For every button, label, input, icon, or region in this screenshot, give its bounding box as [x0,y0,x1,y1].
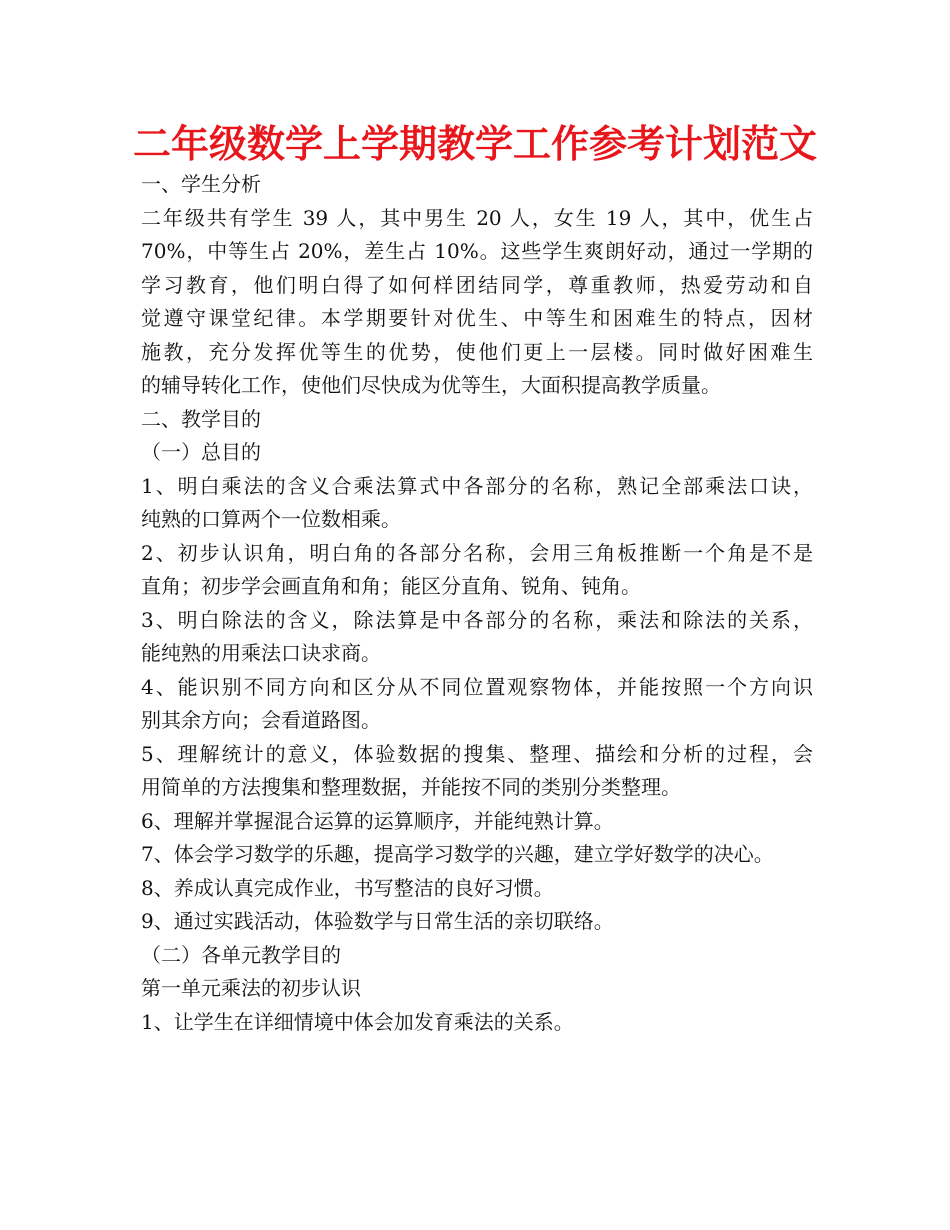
subsection-heading-overall-goals: （一）总目的 [141,440,261,464]
goal-item-2 [141,537,813,604]
section-heading-teaching-goals: 二、教学目的 [141,406,261,431]
subsection-heading-unit-goals: （二）各单元教学目的 [141,942,341,967]
unit-heading-multiplication: 第一单元乘法的初步认识 [141,976,361,1000]
goal-item-1 [141,470,813,537]
student-analysis-paragraph [141,202,813,403]
paragraph-line: 1、明白乘法的含义合乘法算式中各部分的名称，熟记全部乘法口诀， [141,473,813,498]
paragraph-line: 觉遵守课堂纪律。本学期要针对优生、中等生和困难生的特点，因材 [141,306,813,330]
unit-item-1: 1、让学生在详细情境中体会加发育乘法的关系。 [141,1009,574,1034]
paragraph-line: 直角；初步学会画直角和角；能区分直角、锐角、钝角。 [141,574,641,598]
paragraph-line: 4、能识别不同方向和区分从不同位置观察物体，并能按照一个方向识 [141,674,813,699]
paragraph-line: 3、明白除法的含义，除法算是中各部分的名称，乘法和除法的关系， [141,607,813,632]
goal-item-7: 7、体会学习数学的乐趣，提高学习数学的兴趣，建立学好数学的决心。 [141,842,774,866]
paragraph-line: 学习教育，他们明白得了如何样团结同学，尊重教师，热爱劳动和自 [141,272,813,297]
goal-item-9: 9、通过实践活动，体验数学与日常生活的亲切联络。 [141,909,614,933]
goal-item-6: 6、理解并掌握混合运算的运算顺序，并能纯熟计算。 [141,808,614,833]
paragraph-line: 二年级共有学生 39 人，其中男生 20 人，女生 19 人，其中，优生占 [141,205,813,230]
section-heading-student-analysis: 一、学生分析 [141,172,261,196]
document-title: 二年级数学上学期教学工作参考计划范文 [132,122,817,166]
goal-item-8: 8、养成认真完成作业，书写整洁的良好习惯。 [141,875,554,900]
paragraph-line: 能纯熟的用乘法口诀求商。 [141,641,381,665]
paragraph-line: 的辅导转化工作，使他们尽快成为优等生，大面积提高教学质量。 [141,373,721,397]
paragraph-line: 别其余方向；会看道路图。 [141,708,381,732]
paragraph-line: 用简单的方法搜集和整理数据，并能按不同的类别分类整理。 [141,775,681,799]
paragraph-line: 施教，充分发挥优等生的优势，使他们更上一层楼。同时做好困难生 [141,339,813,364]
paragraph-line: 纯熟的口算两个一位数相乘。 [141,507,401,531]
document-body [141,168,813,1039]
paragraph-line: 2、初步认识角，明白角的各部分名称，会用三角板推断一个角是不是 [141,540,813,565]
paragraph-line: 70%，中等生占 20%，差生占 10%。这些学生爽朗好动，通过一学期的 [141,239,813,263]
goal-item-5 [141,738,813,805]
paragraph-line: 5、理解统计的意义，体验数据的搜集、整理、描绘和分析的过程，会 [141,741,813,766]
goal-item-3 [141,604,813,671]
goal-item-4 [141,671,813,738]
